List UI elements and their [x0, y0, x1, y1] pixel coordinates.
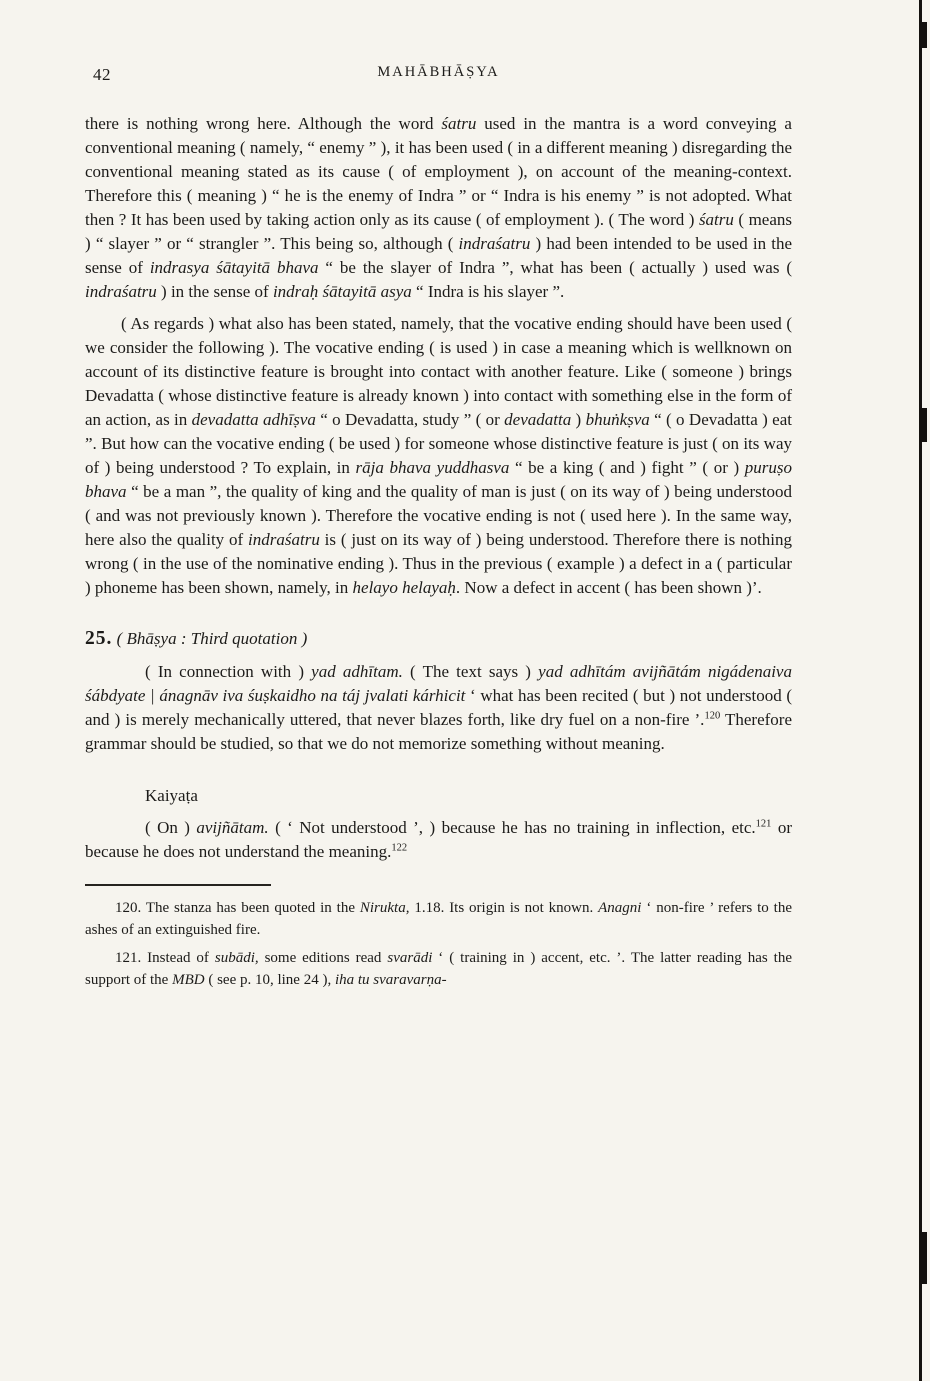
text-run: ( ‘ Not understood ’, ) because he has no training in inflection, etc. — [268, 818, 756, 837]
text-run: ( On ) — [145, 818, 197, 837]
text-run: or because he does not understand the meaning. — [85, 818, 792, 861]
italic-text: Anagni — [598, 900, 642, 916]
italic-text: indraśatru — [458, 234, 531, 253]
italic-text: subādi, — [214, 950, 259, 966]
scan-edge-line — [919, 0, 922, 1381]
scan-artifact — [920, 1232, 927, 1284]
italic-text: bhuṅkṣva — [585, 410, 650, 429]
footnote — [85, 898, 792, 941]
text-run: . Now a defect in accent ( has been shown )’. — [455, 578, 762, 597]
italic-text: devadatta adhīṣva — [191, 410, 316, 429]
text-run: is ( just on its way of ) being understood. Therefore there is nothing wrong ( in the use of the nominative ending ). Thus in the previous ( example ) a defect in a ( particular ) phoneme has been shown, namely, in — [85, 530, 792, 597]
text-run: “ be the slayer of Indra ”, what has been ( actually ) used was ( — [318, 258, 793, 277]
italic-text: Nirukta, — [359, 900, 410, 916]
text-run: 120. The stanza has been quoted in the — [115, 900, 360, 916]
section-heading — [85, 626, 792, 652]
page-header — [85, 64, 792, 88]
text-run: “ ( o Devadatta ) eat ”. But how can the vocative ending ( be used ) for someone whose distinctive feature is just ( on its way of ) being understood ? To explain, in — [85, 410, 792, 477]
text-run: ( see p. 10, line 24 ), — [204, 971, 335, 988]
paragraph — [85, 112, 792, 304]
text-run: ) had been intended to be used in the sense of — [85, 234, 792, 277]
text-run: “ o Devadatta, study ” ( or — [315, 410, 505, 429]
footnotes-section — [85, 884, 792, 991]
text-run: “ be a man ”, the quality of king and the quality of man is just ( on its way of ) being understood ( and was not previously known ). Therefore the vocative ending is not ( used here ). In the same way, here also the quality of — [85, 482, 792, 549]
text-run: 25. — [85, 628, 113, 649]
italic-text: yad adhītám avijñātám nigádenaiva śábdyate | ánagnāv iva śuṣkaidho na táj jvalati kárhicit — [85, 662, 792, 705]
text-run: Kaiyaṭa — [145, 786, 198, 805]
italic-text: indraśatru — [248, 530, 320, 549]
scan-artifact — [919, 408, 927, 442]
italic-text: indraśatru — [85, 282, 157, 301]
text-run: “ Indra is his slayer ”. — [411, 282, 565, 301]
text-run: ‘ what has been recited ( but ) not understood ( and ) is merely mechanically uttered, that never blazes forth, like dry fuel on a non-fire ’. — [85, 686, 792, 729]
running-title: MAHĀBHĀṢYA — [377, 64, 500, 80]
page-body — [85, 112, 792, 864]
text-run: 1.18. Its origin is not known. — [409, 900, 599, 916]
paragraph — [85, 816, 792, 864]
text-run: 121. Instead of — [115, 950, 215, 966]
italic-text: devadatta — [504, 410, 572, 429]
footnote-rule — [85, 884, 271, 886]
italic-text: avijñātam. — [196, 818, 269, 837]
italic-text: puruṣo bhava — [85, 458, 792, 501]
text-run: ‘ non-fire ’ refers to the ashes of an extinguished fire. — [85, 900, 792, 938]
paragraph — [85, 660, 792, 756]
text-run: ‘ ( training in ) accent, etc. ’. The latter reading has the support of the — [85, 950, 793, 988]
italic-text: śatru — [698, 210, 734, 229]
page-number: 42 — [93, 65, 111, 84]
italic-text: yad adhītam. — [311, 662, 403, 681]
text-run: Therefore grammar should be studied, so that we do not memorize something without meaning. — [85, 710, 792, 753]
text-run: ( The text says ) — [402, 662, 539, 681]
text-run: ) in the sense of — [156, 282, 273, 301]
footnote-list — [85, 898, 792, 991]
italic-text: iha tu svaravarṇa- — [334, 971, 447, 988]
footnote-reference: 120 — [704, 710, 721, 722]
footnote-reference: 121 — [755, 818, 772, 830]
text-run: some editions read — [258, 950, 388, 966]
subheading — [85, 784, 792, 808]
italic-text: śatru — [441, 114, 477, 133]
text-run: used in the mantra is a word conveying a conventional meaning ( namely, “ enemy ” ), it has been used ( in a different meaning ) disregarding the conventional meaning stated as its cause ( of employment ), on account of the meaning-context. Therefore this ( meaning ) “ he is the enemy of Indra ” or “ Indra is his enemy ” is not adopted. What then ? It has been used by taking action only as its cause ( of employment ). ( The word ) — [85, 114, 792, 229]
italic-text: helayo helayaḥ — [352, 578, 456, 597]
italic-text: MBD — [172, 971, 205, 988]
italic-text: rāja bhava yuddhasva — [355, 458, 510, 477]
scan-artifact — [922, 22, 927, 48]
italic-text: indraḥ śātayitā asya — [272, 282, 412, 301]
text-run: there is nothing wrong here. Although the word — [85, 114, 442, 133]
italic-text: indrasya śātayitā bhava — [149, 258, 319, 277]
footnote-reference: 122 — [391, 842, 408, 854]
paragraph — [85, 312, 792, 600]
footnote — [85, 948, 792, 991]
italic-text: ( Bhāṣya : Third quotation ) — [116, 629, 308, 648]
text-run: “ be a king ( and ) fight ” ( or ) — [509, 458, 745, 477]
text-run: ) — [571, 410, 586, 429]
text-run: ( In connection with ) — [145, 662, 312, 681]
italic-text: svarādi — [387, 950, 433, 966]
text-run: ( As regards ) what also has been stated, namely, that the vocative ending should have been used ( we consider the following ). The vocative ending ( is used ) in case a meaning which is wellknown on account of its distinctive feature is brought into contact with another feature. Like ( someone ) brings Devadatta ( whose distinctive feature is already known ) into contact with something else in the form of an action, as in — [85, 314, 792, 429]
text-run: ( means ) “ slayer ” or “ strangler ”. This being so, although ( — [85, 210, 792, 253]
